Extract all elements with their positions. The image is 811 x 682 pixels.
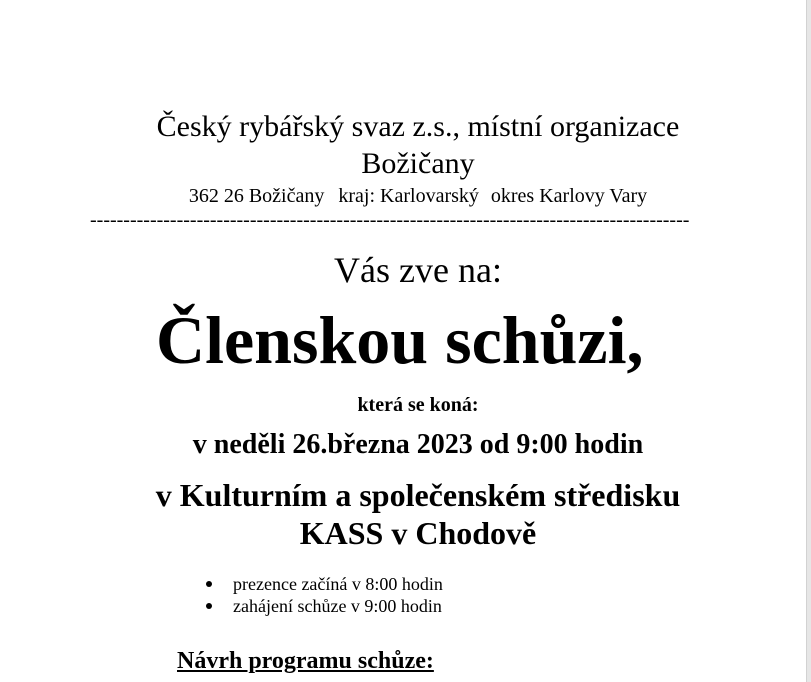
region: kraj: Karlovarský xyxy=(338,185,479,207)
district: okres Karlovy Vary xyxy=(490,185,648,207)
details-list xyxy=(206,573,443,617)
detail-start: zahájení schůze v 9:00 hodin xyxy=(233,596,442,616)
meeting-venue-line-2: KASS v Chodově xyxy=(299,515,537,551)
organization-city: Božičany xyxy=(361,147,475,180)
address-line xyxy=(0,184,811,208)
program-heading: Návrh programu schůze: xyxy=(177,648,434,674)
list-item xyxy=(206,573,443,595)
organization-name: Český rybářský svaz z.s., místní organizace xyxy=(156,110,680,143)
invite-intro: Vás zve na: xyxy=(334,250,502,290)
bullet-dot-icon xyxy=(206,581,212,587)
detail-registration: prezence začíná v 8:00 hodin xyxy=(233,574,443,594)
dashed-divider: ------------------------------------------------------------------------------------------ xyxy=(90,209,690,231)
meeting-venue-line-1: v Kulturním a společenském středisku xyxy=(155,477,681,513)
meeting-subline: která se koná: xyxy=(357,394,479,416)
postal-address: 362 26 Božičany xyxy=(188,185,325,207)
list-item xyxy=(206,595,443,617)
bullet-dot-icon xyxy=(206,603,212,609)
meeting-headline: Členskou schůzi, xyxy=(156,302,644,378)
meeting-date: v neděli 26.března 2023 od 9:00 hodin xyxy=(192,429,644,460)
page-edge xyxy=(806,0,811,682)
